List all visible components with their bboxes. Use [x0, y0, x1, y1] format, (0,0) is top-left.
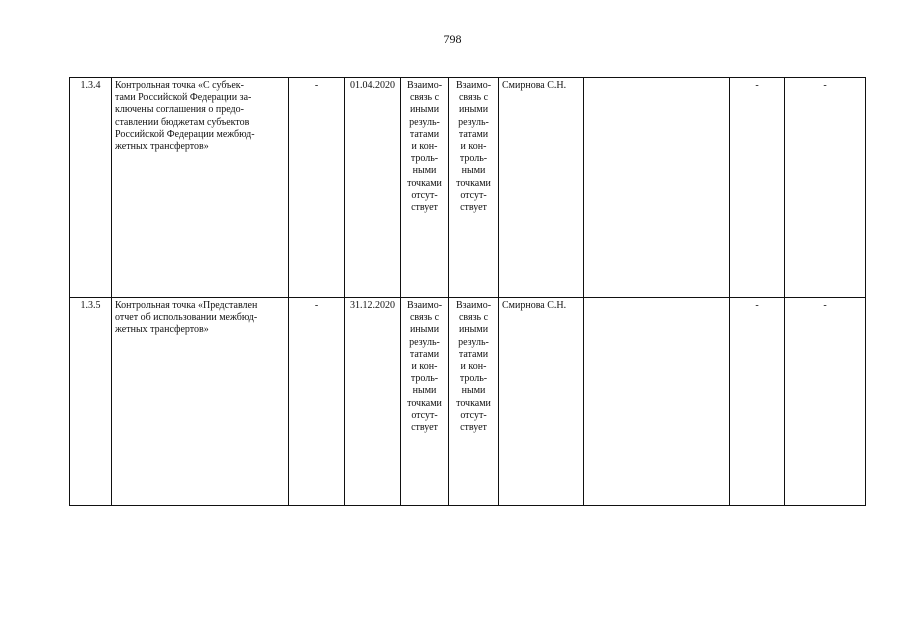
dash-cell: - [730, 78, 785, 298]
relation-line: и кон- [460, 361, 487, 373]
relation-line: отсут- [411, 189, 438, 201]
relation-line: точками [456, 177, 491, 189]
relation-line: Взаимо- [455, 80, 492, 91]
table-row [70, 78, 866, 298]
relation-line: ствует [460, 422, 487, 434]
relation-line: иными [458, 104, 489, 116]
control-point-name-cell [112, 78, 289, 298]
relation-line: резуль- [409, 116, 440, 128]
name-line: жетных трансфертов» [115, 141, 209, 153]
relation-line: троль- [410, 153, 439, 165]
name-line: Контрольная точка «С субъек- [115, 80, 244, 91]
relation-line: отсут- [411, 409, 438, 421]
relation-line: связь с [458, 312, 489, 324]
relation-line: отсут- [460, 409, 487, 421]
end-date-cell: 31.12.2020 [345, 298, 401, 506]
relation-line: ными [461, 385, 486, 397]
relation-line: отсут- [460, 189, 487, 201]
relation-line: ными [412, 385, 437, 397]
relation-line: точками [407, 177, 442, 189]
relation-line: татами [458, 348, 489, 360]
relation-line: Взаимо- [406, 300, 443, 311]
relation-line: Взаимо- [455, 300, 492, 311]
row-number-cell: 1.3.5 [70, 298, 112, 506]
empty-cell [584, 78, 730, 298]
relation-line: связь с [409, 312, 440, 324]
relation-line: троль- [459, 153, 488, 165]
control-points-table [69, 77, 866, 506]
page-number: 798 [443, 32, 462, 46]
relation-line: резуль- [458, 116, 489, 128]
relation-line: и кон- [411, 141, 438, 153]
relation-line: и кон- [411, 361, 438, 373]
dash-cell: - [785, 78, 866, 298]
relation-line: иными [409, 104, 440, 116]
relation-line: и кон- [460, 141, 487, 153]
empty-cell [584, 298, 730, 506]
relation-line: ствует [411, 422, 438, 434]
start-date-cell: - [289, 78, 345, 298]
relation-line: Взаимо- [406, 80, 443, 91]
dash-cell: - [785, 298, 866, 506]
name-line: тами Российской Федерации за- [115, 92, 252, 104]
relation-line: связь с [458, 92, 489, 104]
relation-line: иными [458, 324, 489, 336]
relation-line: троль- [459, 373, 488, 385]
name-line: отчет об использовании межбюд- [115, 312, 258, 324]
name-line: ставлении бюджетам субъектов [115, 116, 250, 128]
relation-line: ствует [460, 202, 487, 214]
control-point-name-cell [112, 298, 289, 506]
name-line: жетных трансфертов» [115, 324, 209, 336]
relation-cell-1 [401, 78, 449, 298]
relation-line: точками [456, 397, 491, 409]
responsible-cell: Смирнова С.Н. [499, 78, 584, 298]
name-line: Контрольная точка «Представлен [115, 300, 258, 311]
relation-line: точками [407, 397, 442, 409]
relation-cell-1 [401, 298, 449, 506]
responsible-cell: Смирнова С.Н. [499, 298, 584, 506]
relation-line: ными [412, 165, 437, 177]
relation-line: связь с [409, 92, 440, 104]
relation-cell-2 [449, 298, 499, 506]
relation-line: резуль- [458, 336, 489, 348]
relation-line: татами [409, 128, 440, 140]
relation-line: троль- [410, 373, 439, 385]
relation-cell-2 [449, 78, 499, 298]
relation-line: резуль- [409, 336, 440, 348]
table-row [70, 298, 866, 506]
dash-cell: - [730, 298, 785, 506]
start-date-cell: - [289, 298, 345, 506]
name-line: ключены соглашения о предо- [115, 104, 244, 116]
relation-line: иными [409, 324, 440, 336]
relation-line: татами [458, 128, 489, 140]
relation-line: татами [409, 348, 440, 360]
row-number-cell: 1.3.4 [70, 78, 112, 298]
relation-line: ными [461, 165, 486, 177]
relation-line: ствует [411, 202, 438, 214]
end-date-cell: 01.04.2020 [345, 78, 401, 298]
name-line: Российской Федерации межбюд- [115, 128, 255, 140]
